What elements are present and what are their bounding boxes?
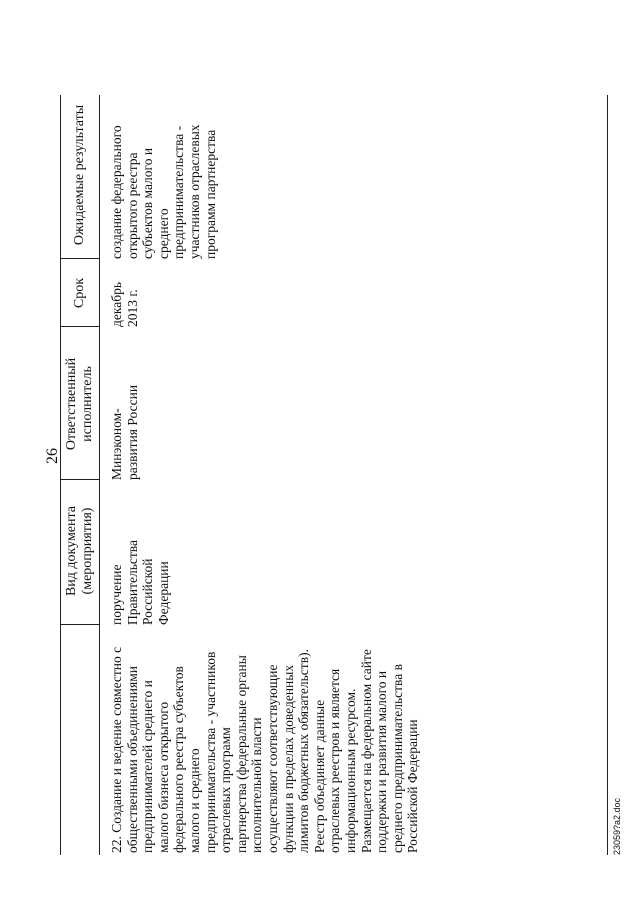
text-line: создание федерального [109,125,124,259]
header-divider [99,95,100,855]
text-line: информационным ресурсом. [342,688,358,853]
text-line: предпринимателей среднего и [140,680,156,853]
text-line: открытого реестра [124,152,140,259]
header-measure [61,625,99,855]
text-line: развития России [124,384,140,480]
text-line: среднего [155,208,171,259]
text-line: Реестр объединяет данные [311,699,327,853]
text-line: поручение [109,564,124,625]
text-line: декабрь [109,282,124,327]
text-line: 2013 г. [124,289,140,327]
text-line: отраслевых реестров и является [327,668,343,853]
text-line: осуществляют соответствующие [264,664,280,853]
text-line: предпринимательства - участников [202,651,218,853]
text-line: партнерства (федеральные органы [233,655,249,853]
text-line: исполнительной власти [249,717,265,853]
text-line: отраслевых программ [218,727,234,853]
text-line: 22. Создание и ведение совместно с [109,646,124,853]
deadline-value [109,261,140,327]
text-line: лимитов бюджетных обязательств). [296,649,312,853]
column-divider [61,326,99,327]
page-number: 26 [44,448,61,464]
executor-value [109,335,140,480]
text-line: Российской [140,558,156,625]
text-line: поддержки и развития малого и [374,670,390,853]
text-line: предпринимательства - [171,125,187,259]
text-line: Российской Федерации [405,719,421,853]
header-executor: Ответственный исполнитель [64,357,95,451]
plan-table [60,95,608,855]
text-line: общественными объединениями [124,666,140,853]
text-line: малого и среднего [186,748,202,853]
header-expected-results: Ожидаемые результаты [72,104,87,246]
text-line: Правительства [124,540,140,625]
file-footer: 23059?a2.doc [612,797,622,855]
text-line: Минэконом- [109,408,124,480]
text-line: малого бизнеса открытого [155,701,171,853]
text-line: Размещается на федеральном сайте [358,649,374,853]
text-line: субъектов малого и [140,147,156,259]
text-line: федерального реестра субъектов [171,666,187,853]
text-line: программ партнерства [202,129,218,259]
text-line: участников отраслевых [186,124,202,259]
document-type-value [109,485,171,625]
column-divider [61,479,99,480]
measure-description [109,627,421,853]
column-divider [61,258,99,259]
text-line: функции в пределах доведенных [280,664,296,853]
header-document-type: Вид документа (мероприятия) [64,505,95,597]
header-deadline: Срок [72,277,87,309]
text-line: среднего предпринимательства в [389,664,405,853]
text-line: Федерации [155,561,171,625]
expected-results-value [109,95,218,259]
